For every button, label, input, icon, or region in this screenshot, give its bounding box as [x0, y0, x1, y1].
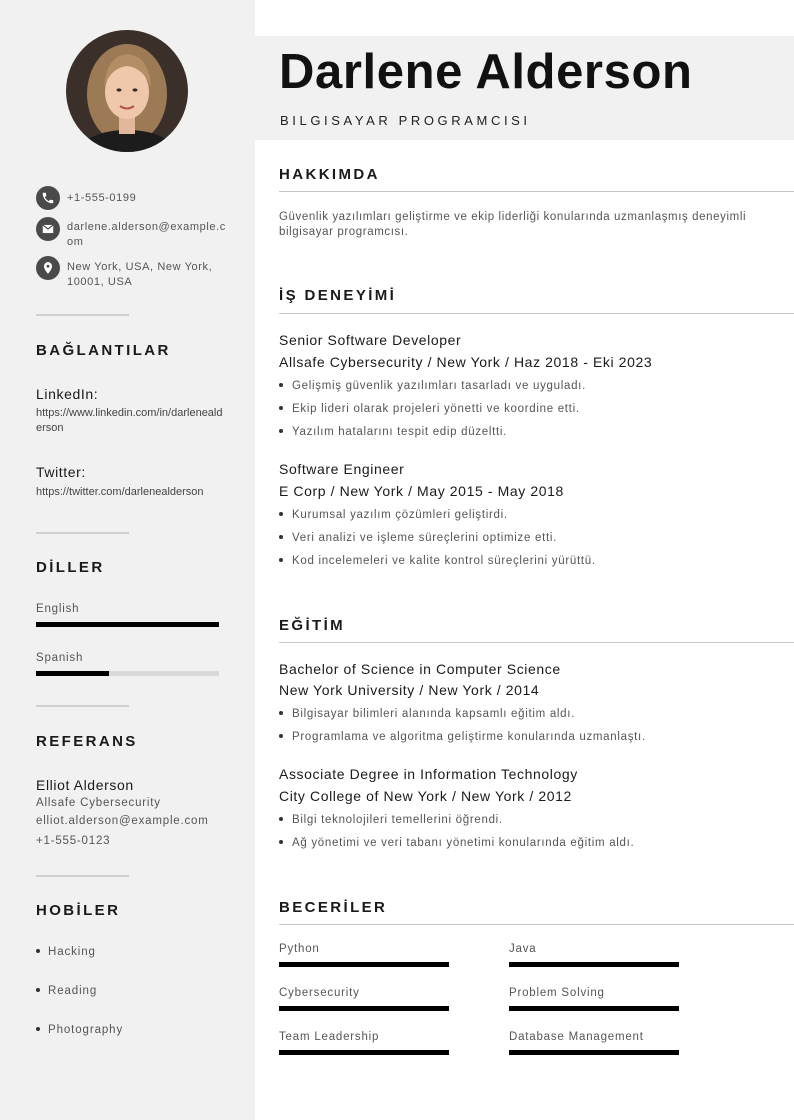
bullet-dot: [36, 1027, 40, 1031]
phone-text: +1-555-0199: [67, 192, 137, 204]
language-name: Spanish: [36, 652, 84, 664]
email-text[interactable]: darlene.alderson@example.com: [67, 221, 226, 248]
skills-heading: BECERİLER: [279, 899, 388, 916]
contact-email: [36, 217, 227, 250]
job-bullet: [279, 403, 580, 415]
section-rule: [279, 191, 794, 192]
about-text: Güvenlik yazılımları geliştirme ve ekip liderliği konularında uzmanlaşmış deneyimli bilgisayar programcısı.: [279, 211, 747, 238]
bullet-text: Bilgi teknolojileri temellerini öğrendi.: [292, 814, 503, 826]
hobbies-heading: HOBİLER: [36, 902, 121, 919]
bullet-dot: [279, 711, 283, 715]
hobby-label: Photography: [48, 1024, 124, 1036]
bullet-dot: [279, 406, 283, 410]
divider: [36, 532, 129, 534]
main-content: [255, 0, 794, 1120]
connections-heading: BAĞLANTILAR: [36, 342, 171, 359]
skill-level-fill: [509, 962, 679, 967]
job-bullet: [279, 509, 508, 521]
school-line: New York University / New York / 2014: [279, 682, 540, 698]
skill-level-bar: [279, 1006, 449, 1011]
bullet-dot: [279, 535, 283, 539]
skill-level-bar: [279, 1050, 449, 1055]
job-title: BILGISAYAR PROGRAMCISI: [280, 113, 531, 128]
bullet-text: Kurumsal yazılım çözümleri geliştirdi.: [292, 509, 508, 521]
degree-title: Bachelor of Science in Computer Science: [279, 661, 561, 677]
about-heading: HAKKIMDA: [279, 166, 380, 183]
bullet-dot: [36, 988, 40, 992]
skill-level-bar: [279, 962, 449, 967]
hobby-item: [36, 985, 97, 997]
divider: [36, 875, 129, 877]
linkedin-link[interactable]: https://www.linkedin.com/in/darlenealderson: [36, 407, 223, 434]
education-bullet: [279, 837, 634, 849]
bullet-dot: [36, 949, 40, 953]
skill-name: Database Management: [509, 1031, 644, 1043]
location-pin-icon: [36, 256, 60, 280]
skill-name: Cybersecurity: [279, 987, 360, 999]
references-heading: REFERANS: [36, 733, 138, 750]
bullet-text: Programlama ve algoritma geliştirme konularında uzmanlaştı.: [292, 731, 646, 743]
linkedin-label: LinkedIn:: [36, 386, 99, 402]
address-text: New York, USA, New York, 10001, USA: [67, 261, 213, 288]
bullet-text: Ekip lideri olarak projeleri yönetti ve koordine etti.: [292, 403, 580, 415]
degree-title: Associate Degree in Information Technology: [279, 766, 578, 782]
hobby-label: Reading: [48, 985, 98, 997]
bullet-text: Yazılım hatalarını tespit edip düzeltti.: [292, 426, 508, 438]
language-level-fill: [36, 622, 219, 627]
sidebar: [0, 0, 255, 1120]
hobby-item: [36, 1024, 123, 1036]
skill-level-bar: [509, 962, 679, 967]
language-name: English: [36, 603, 80, 615]
section-rule: [279, 924, 794, 925]
languages-heading: DİLLER: [36, 559, 105, 576]
section-rule: [279, 642, 794, 643]
bullet-dot: [279, 817, 283, 821]
bullet-text: Ağ yönetimi ve veri tabanı yönetimi konularında eğitim aldı.: [292, 837, 635, 849]
bullet-text: Veri analizi ve işleme süreçlerini optimize etti.: [292, 532, 558, 544]
job-organization: Allsafe Cybersecurity / New York / Haz 2018 - Eki 2023: [279, 354, 653, 370]
job-bullet: [279, 426, 507, 438]
bullet-dot: [279, 734, 283, 738]
full-name: Darlene Alderson: [279, 45, 693, 99]
skill-level-bar: [509, 1006, 679, 1011]
skill-name: Python: [279, 943, 320, 955]
avatar: [66, 30, 188, 152]
hobby-label: Hacking: [48, 946, 96, 958]
experience-heading: İŞ DENEYİMİ: [279, 287, 397, 304]
education-bullet: [279, 708, 575, 720]
skill-level-fill: [509, 1050, 679, 1055]
skill-level-bar: [509, 1050, 679, 1055]
education-bullet: [279, 814, 503, 826]
skill-level-fill: [279, 1006, 449, 1011]
envelope-icon: [36, 217, 60, 241]
bullet-text: Bilgisayar bilimleri alanında kapsamlı eğitim aldı.: [292, 708, 576, 720]
language-level-bar: [36, 622, 219, 627]
skill-level-fill: [509, 1006, 679, 1011]
bullet-dot: [279, 512, 283, 516]
reference-company: Allsafe Cybersecurity: [36, 797, 161, 809]
skill-level-fill: [279, 962, 449, 967]
education-heading: EĞİTİM: [279, 617, 346, 634]
phone-icon: [36, 186, 60, 210]
reference-name: Elliot Alderson: [36, 777, 134, 793]
skill-name: Problem Solving: [509, 987, 605, 999]
skill-level-fill: [279, 1050, 449, 1055]
bullet-dot: [279, 840, 283, 844]
contact-phone: [36, 186, 227, 210]
bullet-text: Kod incelemeleri ve kalite kontrol süreçlerini yürüttü.: [292, 555, 596, 567]
job-bullet: [279, 532, 557, 544]
school-line: City College of New York / New York / 2012: [279, 788, 572, 804]
reference-email[interactable]: elliot.alderson@example.com: [36, 815, 209, 827]
job-bullet: [279, 555, 596, 567]
job-role: Senior Software Developer: [279, 332, 462, 348]
bullet-dot: [279, 429, 283, 433]
job-bullet: [279, 380, 586, 392]
skill-name: Team Leadership: [279, 1031, 380, 1043]
bullet-dot: [279, 383, 283, 387]
contact-address: [36, 256, 222, 290]
twitter-label: Twitter:: [36, 464, 86, 480]
section-rule: [279, 313, 794, 314]
bullet-dot: [279, 558, 283, 562]
language-level-fill: [36, 671, 109, 676]
job-organization: E Corp / New York / May 2015 - May 2018: [279, 483, 564, 499]
education-bullet: [279, 731, 646, 743]
reference-phone: +1-555-0123: [36, 835, 111, 847]
divider: [36, 705, 129, 707]
divider: [36, 314, 129, 316]
bullet-text: Gelişmiş güvenlik yazılımları tasarladı ve uyguladı.: [292, 380, 586, 392]
twitter-link[interactable]: https://twitter.com/darlenealderson: [36, 486, 204, 498]
language-level-bar: [36, 671, 219, 676]
job-role: Software Engineer: [279, 461, 405, 477]
skill-name: Java: [509, 943, 537, 955]
hobby-item: [36, 946, 96, 958]
